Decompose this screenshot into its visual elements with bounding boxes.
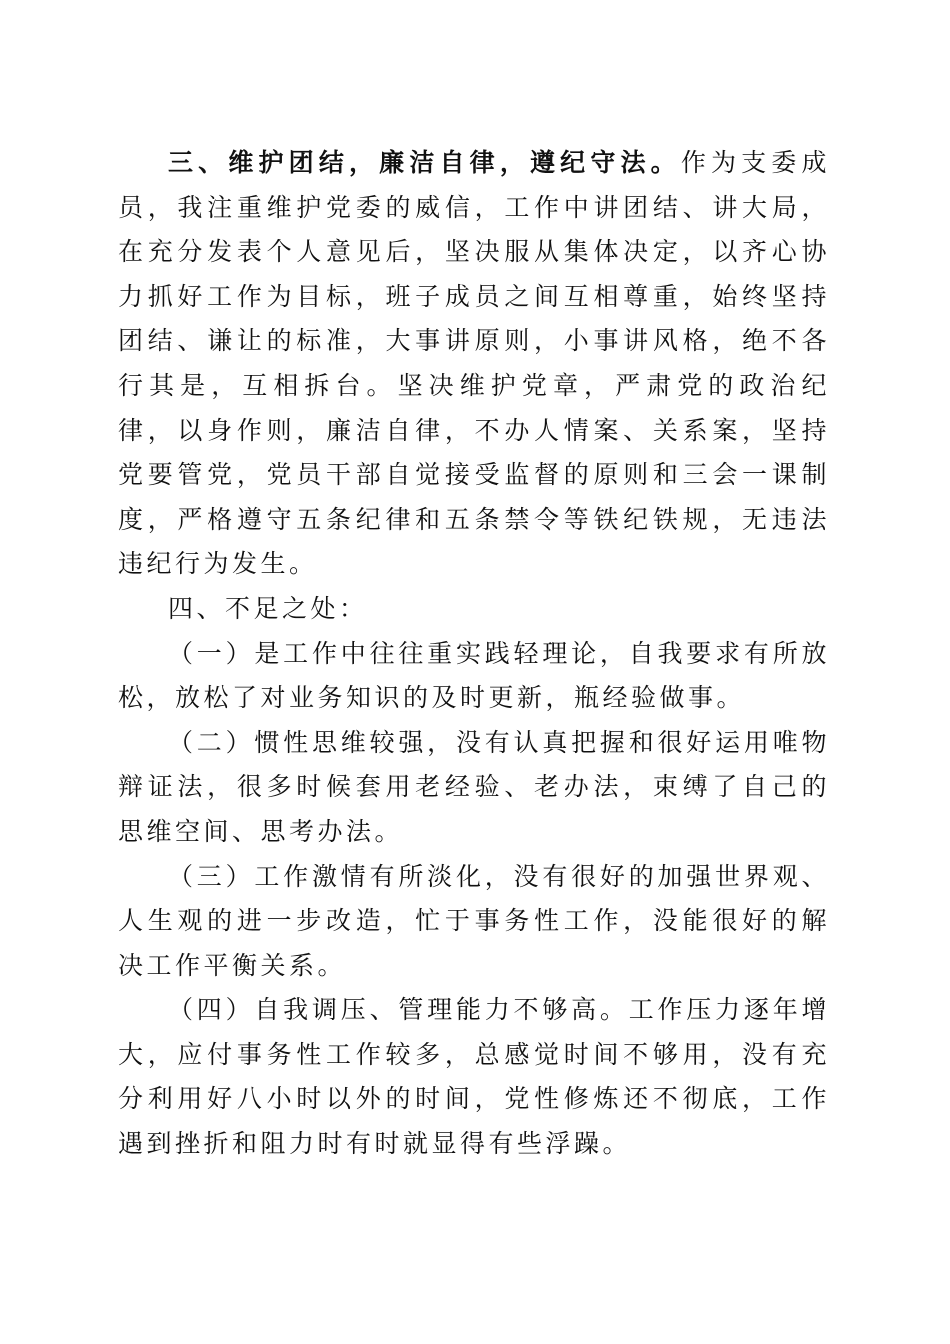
deficiency-item-4: （四）自我调压、管理能力不够高。工作压力逐年增大，应付事务性工作较多，总感觉时间不够用，没有充分利用好八小时以外的时间，党性修炼还不彻底，工作遇到挫折和阻力时有时就显得有些浮躁。 xyxy=(118,995,830,1159)
section-4-heading: 四、不足之处： xyxy=(168,593,368,623)
deficiency-item-3: （三）工作激情有所淡化，没有很好的加强世界观、人生观的进一步改造，忙于事务性工作，没能很好的解决工作平衡关系。 xyxy=(118,861,830,980)
document-body xyxy=(118,141,830,1167)
deficiency-item-1: （一）是工作中往往重实践轻理论，自我要求有所放松，放松了对业务知识的及时更新，瓶经验做事。 xyxy=(118,638,830,713)
section-3-heading: 三、维护团结，廉洁自律，遵纪守法。 xyxy=(168,148,681,177)
section-3-body: 作为支委成员，我注重维护党委的威信，工作中讲团结、讲大局，在充分发表个人意见后，坚决服从集体决定，以齐心协力抓好工作为目标，班子成员之间互相尊重，始终坚持团结、谦让的标准，大事讲原则，小事讲风格，绝不各行其是，互相拆台。坚决维护党章，严肃党的政治纪律，以身作则，廉洁自律，不办人情案、关系案，坚持党要管党，党员干部自觉接受监督的原则和三会一课制度，严格遵守五条纪律和五条禁令等铁纪铁规，无违法违纪行为发生。 xyxy=(118,148,830,579)
section-3-paragraph xyxy=(118,141,830,587)
deficiency-item-2: （二）惯性思维较强，没有认真把握和很好运用唯物辩证法，很多时候套用老经验、老办法，束缚了自己的思维空间、思考办法。 xyxy=(118,727,830,846)
